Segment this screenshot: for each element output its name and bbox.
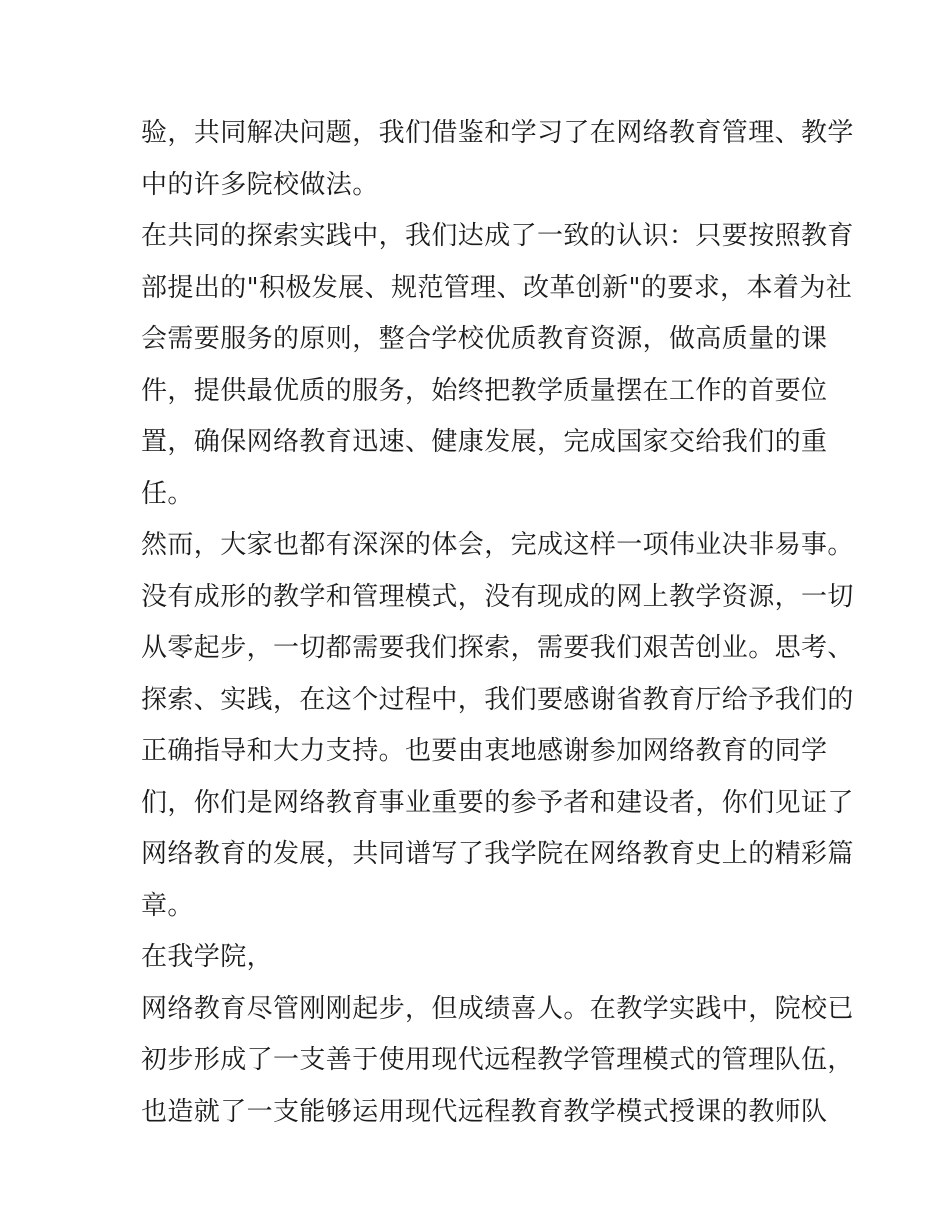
text-line: 初步形成了一支善于使用现代远程教学管理模式的管理队伍，	[141, 1045, 854, 1075]
body-text	[141, 108, 854, 1138]
text-line: 也造就了一支能够运用现代远程教育教学模式授课的教师队	[141, 1096, 828, 1127]
text-line: 正确指导和大力支持。也要由衷地感谢参加网络教育的同学	[141, 736, 828, 766]
text-line: 然而，大家也都有深深的体会，完成这样一项伟业决非易事。	[141, 530, 854, 560]
text-line: 中的许多院校做法。	[141, 169, 379, 200]
text-line: 置，确保网络教育迅速、健康发展，完成国家交给我们的重	[141, 427, 828, 457]
text-line: 网络教育的发展，共同谱写了我学院在网络教育史上的精彩篇	[141, 839, 854, 869]
text-line: 没有成形的教学和管理模式，没有现成的网上教学资源，一切	[141, 581, 854, 612]
text-line: 探索、实践，在这个过程中，我们要感谢省教育厅给予我们的	[141, 684, 854, 715]
text-line: 从零起步，一切都需要我们探索，需要我们艰苦创业。思考、	[141, 633, 854, 663]
text-line: 部提出的"积极发展、规范管理、改革创新"的要求，本着为社	[141, 272, 853, 303]
text-line: 们，你们是网络教育事业重要的参予者和建设者，你们见证了	[141, 787, 854, 818]
text-line: 件，提供最优质的服务，始终把教学质量摆在工作的首要位	[141, 375, 828, 406]
text-line: 在共同的探索实践中，我们达成了一致的认识：只要按照教育	[141, 221, 854, 251]
text-line: 在我学院，	[141, 942, 274, 972]
text-line: 章。	[141, 890, 194, 921]
text-line: 会需要服务的原则，整合学校优质教育资源，做高质量的课	[141, 324, 828, 354]
text-line: 任。	[141, 478, 194, 509]
text-line: 验，共同解决问题，我们借鉴和学习了在网络教育管理、教学	[141, 118, 854, 148]
text-line: 网络教育尽管刚刚起步，但成绩喜人。在教学实践中，院校已	[141, 993, 854, 1024]
